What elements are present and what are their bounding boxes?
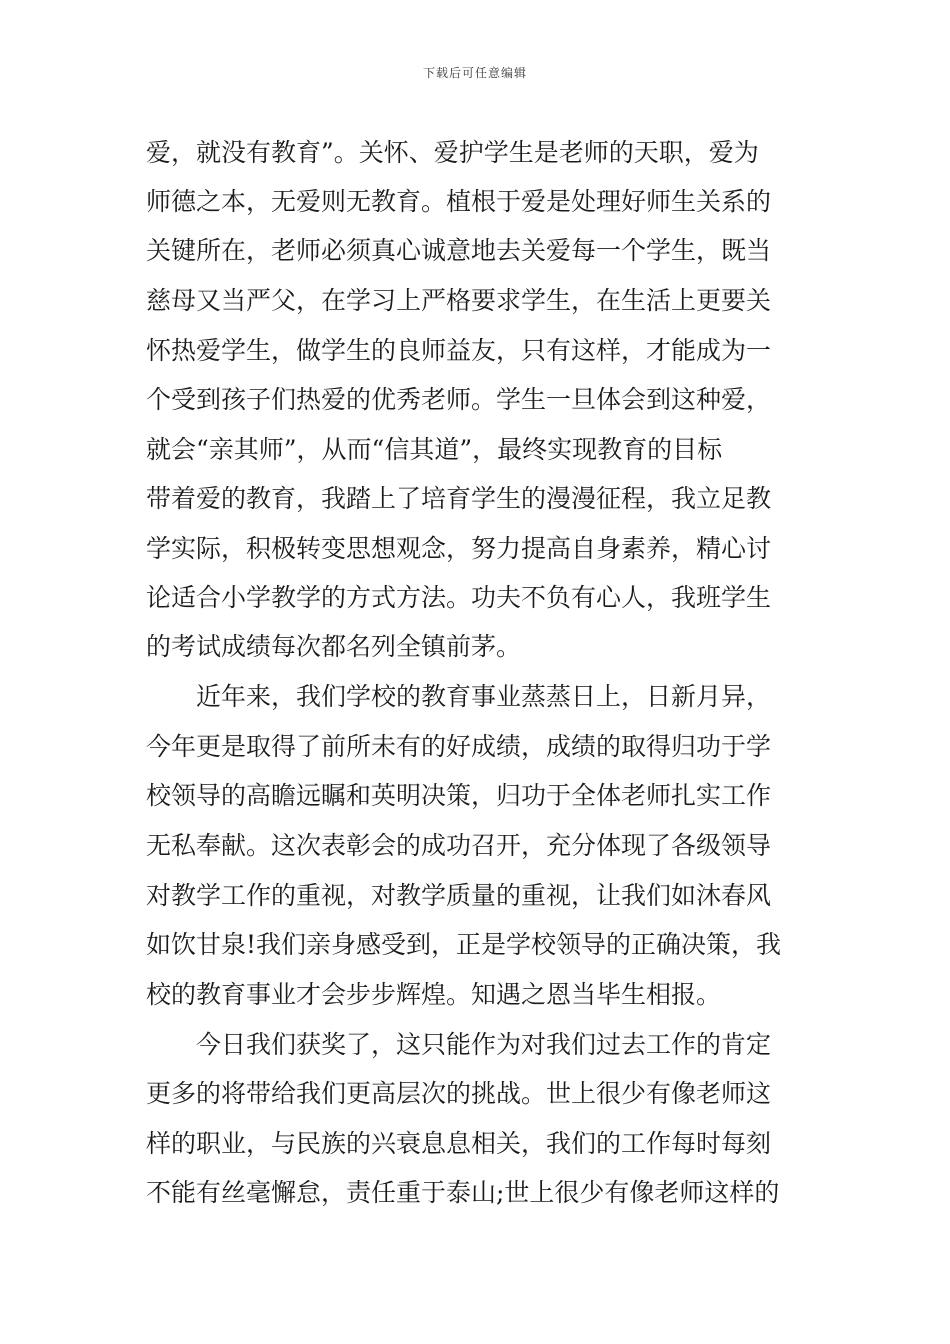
text-line: 学实际，积极转变思想观念，努力提高自身素养，精心讨 [146, 534, 772, 563]
text-line: 今日我们获奖了，这只能作为对我们过去工作的肯定 [196, 1030, 772, 1059]
text-line: 怀热爱学生，做学生的良师益友，只有这样，才能成为一 [146, 336, 772, 365]
text-line: 对教学工作的重视，对教学质量的重视，让我们如沐春风 [146, 881, 772, 910]
page-header: 下载后可任意编辑 [422, 66, 527, 80]
text-line: 爱，就没有教育”。关怀、爱护学生是老师的天职，爱为 [146, 138, 759, 167]
text-line: 如饮甘泉!我们亲身感受到，正是学校领导的正确决策，我 [146, 930, 782, 959]
text-line: 无私奉献。这次表彰会的成功召开，充分体现了各级领导 [146, 831, 772, 860]
text-line: 个受到孩子们热爱的优秀老师。学生一旦体会到这种爱， [146, 385, 772, 414]
text-line: 样的职业，与民族的兴衰息息相关，我们的工作每时每刻 [146, 1129, 772, 1158]
text-line: 慈母又当严父，在学习上严格要求学生，在生活上更要关 [146, 286, 772, 315]
text-line: 校的教育事业才会步步辉煌。知遇之恩当毕生相报。 [146, 980, 722, 1009]
text-line: 就会“亲其师”，从而“信其道”，最终实现教育的目标 [146, 435, 723, 464]
text-line: 带着爱的教育，我踏上了培育学生的漫漫征程，我立足教 [146, 484, 772, 513]
text-line: 论适合小学教学的方式方法。功夫不负有心人，我班学生 [146, 583, 772, 612]
text-line: 师德之本，无爱则无教育。植根于爱是处理好师生关系的 [146, 187, 772, 216]
text-line: 不能有丝毫懈怠，责任重于泰山;世上很少有像老师这样的 [146, 1178, 780, 1207]
text-line: 近年来，我们学校的教育事业蒸蒸日上，日新月异， [196, 682, 772, 711]
text-line: 今年更是取得了前所未有的好成绩，成绩的取得归功于学 [146, 732, 772, 761]
text-line: 的考试成绩每次都名列全镇前茅。 [146, 632, 522, 661]
text-line: 更多的将带给我们更高层次的挑战。世上很少有像老师这 [146, 1079, 772, 1108]
text-line: 校领导的高瞻远瞩和英明决策，归功于全体老师扎实工作 [146, 781, 772, 810]
text-line: 关键所在，老师必须真心诚意地去关爱每一个学生，既当 [146, 236, 772, 265]
